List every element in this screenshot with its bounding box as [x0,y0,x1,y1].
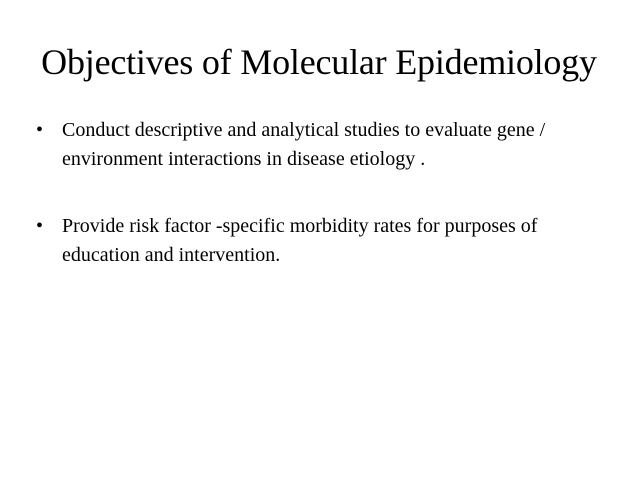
bullet-marker: • [36,215,44,237]
bullet-text: Provide risk factor -specific morbidity rates for purposes of education and intervention. [62,215,538,266]
slide-title: Objectives of Molecular Epidemiology [41,42,597,82]
bullet-marker: • [36,119,44,141]
bullet-item [36,116,616,174]
bullet-text: Conduct descriptive and analytical studies to evaluate gene / environment interactions in disease etiology . [62,119,546,170]
bullet-item [36,212,616,270]
bullet-list [36,116,616,308]
